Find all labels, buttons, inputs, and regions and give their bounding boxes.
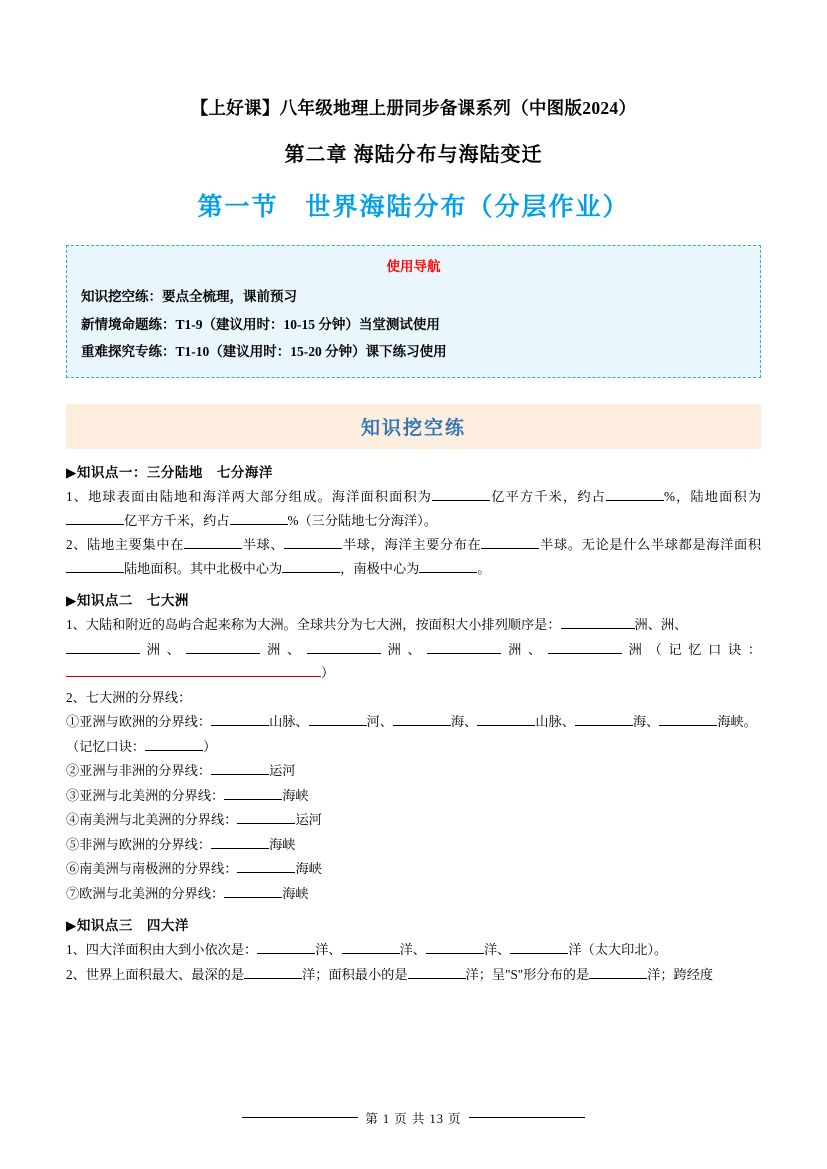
fill-blank	[237, 859, 295, 873]
fill-blank	[481, 535, 539, 549]
fill-blank	[548, 639, 622, 653]
knowledge-point-heading: ▶知识点一：三分陆地 七分海洋	[66, 465, 273, 481]
fill-blank	[419, 558, 477, 572]
fill-blank	[307, 639, 381, 653]
knowledge-point-heading: ▶知识点三 四大洋	[66, 918, 189, 934]
exercise-paragraph: 2、陆地主要集中在 半球、 半球，海洋主要分布在 半球。无论是什么半球都是海洋面积陆地面积。其中北极中心为 ，南极中心为 。	[66, 533, 761, 580]
fill-blank	[145, 736, 203, 750]
fill-blank	[224, 883, 282, 897]
usage-guide-box	[66, 245, 761, 378]
footer-rule-left	[242, 1117, 358, 1118]
fill-blank	[237, 810, 295, 824]
fill-blank	[186, 639, 260, 653]
fill-blank	[66, 510, 124, 524]
page-number: 第 1 页 共 13 页	[365, 1112, 462, 1126]
document-series-title: 【上好课】八年级地理上册同步备课系列（中图版2024）	[190, 98, 637, 118]
knowledge-point-heading: ▶知识点二 七大洲	[66, 593, 189, 609]
exercise-paragraph: ⑤非洲与欧洲的分界线： 海峡	[66, 833, 761, 857]
exercise-paragraph: 1、地球表面由陆地和海洋两大部分组成。海洋面积面积为 亿平方千米，约占 %，陆地面积为亿平方千米，约占 %（三分陆地七分海洋）。	[66, 485, 761, 532]
fill-blank	[66, 558, 124, 572]
page-footer	[0, 1109, 827, 1127]
fill-blank	[342, 940, 400, 954]
footer-rule-right	[469, 1117, 585, 1118]
fill-blank	[284, 535, 342, 549]
usage-guide-line: 重难探究专练：T1-10（建议用时：15-20 分钟）课下练习使用	[81, 344, 447, 360]
fill-blank	[230, 510, 288, 524]
usage-guide-heading: 使用导航	[386, 259, 441, 274]
fill-blank	[211, 834, 269, 848]
exercise-paragraph: 1、大陆和附近的岛屿合起来称为大洲。全球共分为七大洲，按面积大小排列顺序是： 洲、洲、	[66, 613, 761, 637]
fill-blank	[211, 761, 269, 775]
exercise-paragraph: ⑦欧洲与北美洲的分界线： 海峡	[66, 882, 761, 906]
fill-blank	[606, 487, 664, 501]
fill-blank	[393, 712, 451, 726]
document-section-title: 第一节 世界海陆分布（分层作业）	[197, 194, 630, 221]
exercise-paragraph: ④南美洲与北美洲的分界线： 运河	[66, 808, 761, 832]
fill-blank	[211, 712, 269, 726]
fill-blank	[224, 785, 282, 799]
fill-blank	[426, 940, 484, 954]
fill-blank	[589, 964, 647, 978]
fill-blank	[66, 639, 140, 653]
fill-blank	[244, 964, 302, 978]
exercise-paragraph: （记忆口诀： ）	[66, 735, 761, 759]
section-banner-label: 知识挖空练	[360, 418, 466, 440]
fill-blank	[427, 639, 501, 653]
fill-blank	[575, 712, 633, 726]
fill-blank	[432, 487, 490, 501]
exercise-paragraph: 洲、 洲、 洲、 洲、 洲（记忆口诀：）	[66, 638, 761, 685]
usage-guide-line: 新情境命题练：T1-9（建议用时：10-15 分钟）当堂测试使用	[81, 316, 440, 332]
section-banner	[66, 404, 761, 449]
fill-blank	[309, 712, 367, 726]
fill-blank	[408, 964, 466, 978]
exercise-paragraph: ③亚洲与北美洲的分界线： 海峡	[66, 784, 761, 808]
fill-blank	[510, 940, 568, 954]
fill-blank	[477, 712, 535, 726]
fill-blank	[282, 558, 340, 572]
fill-blank	[561, 615, 635, 629]
exercise-paragraph: ⑥南美洲与南极洲的分界线： 海峡	[66, 857, 761, 881]
exercise-paragraph: 1、四大洋面积由大到小依次是： 洋、 洋、 洋、 洋（太大印北）。	[66, 938, 761, 962]
fill-blank	[184, 535, 242, 549]
exercise-paragraph: 2、七大洲的分界线：	[66, 689, 192, 705]
fill-blank	[659, 712, 717, 726]
exercise-paragraph: ②亚洲与非洲的分界线： 运河	[66, 759, 761, 783]
fill-blank	[257, 940, 315, 954]
fill-blank-mnemonic	[66, 663, 321, 677]
exercise-paragraph: ①亚洲与欧洲的分界线： 山脉、 河、 海、 山脉、 海、 海峡。	[66, 710, 761, 734]
exercise-paragraph: 2、世界上面积最大、最深的是 洋；面积最小的是 洋；呈"S"形分布的是 洋；跨经度	[66, 963, 761, 987]
usage-guide-line: 知识挖空练：要点全梳理，课前预习	[81, 289, 297, 304]
document-chapter-title: 第二章 海陆分布与海陆变迁	[284, 144, 543, 166]
